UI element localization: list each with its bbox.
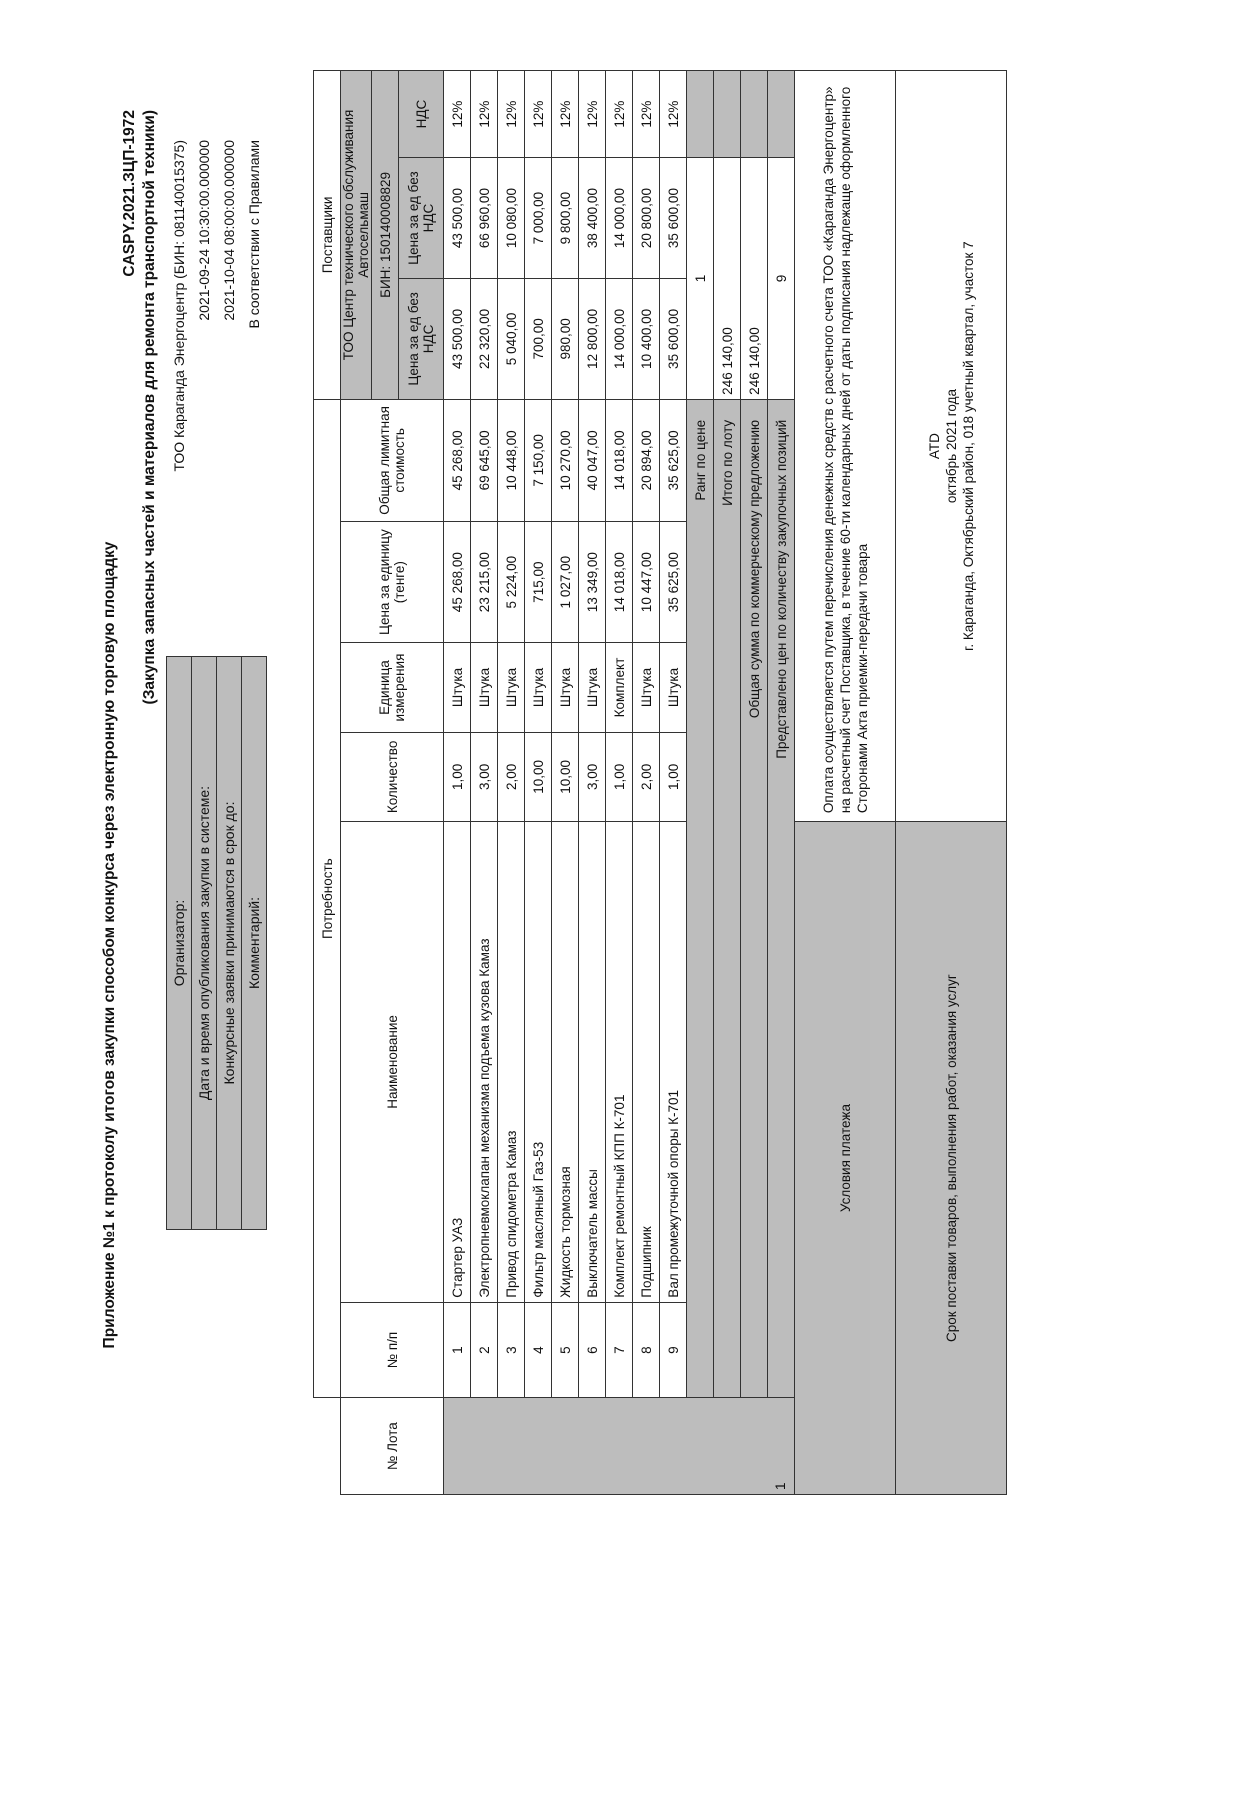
- group-need: Потребность: [314, 399, 341, 1398]
- supplier-name-row: [341, 71, 372, 1495]
- info-value: В соответствии с Правилами: [242, 134, 267, 657]
- col-vat-header: НДС: [399, 71, 444, 158]
- col-lot-header: № Лота: [341, 1398, 444, 1495]
- lots-table: [313, 70, 1007, 1495]
- col-num-header: № п/п: [341, 1302, 444, 1398]
- table-row: 3 Привод спидометра Камаз 2,00 Штука 5 224,00 10 448,00 5 040,00 10 080,00 12%: [498, 71, 525, 1495]
- table-row: 9 Вал промежуточной опоры К-701 1,00 Штука 35 625,00 35 625,00 35 600,00 35 600,00 12%: [660, 71, 687, 1495]
- summary-value: 9: [768, 158, 795, 400]
- doc-title-subject: (Закупка запасных частей и материалов для ремонта транспортной техники): [141, 110, 158, 705]
- col-s1-header: Цена за ед без НДС: [399, 278, 444, 399]
- summary-label: Общая сумма по коммерческому предложению: [741, 399, 768, 1398]
- info-row: [167, 134, 192, 1230]
- info-label: Конкурсные заявки принимаются в срок до:: [217, 657, 242, 1230]
- group-suppliers: Поставщики: [314, 71, 341, 400]
- delivery-period: октябрь 2021 года: [943, 389, 959, 504]
- supplier-name: ТОО Центр технического обслуживания Автосельмаш: [341, 71, 372, 400]
- info-row: [217, 134, 242, 1230]
- table-row: 2 Электропневмоклапан механизма подъема кузова Камаз 3,00 Штука 23 215,00 69 645,00 22 320,00 66 960,00 12%: [471, 71, 498, 1495]
- doc-title-code: CASPY.2021.ЗЦП-1972: [121, 110, 138, 277]
- table-row: 6 Выключатель массы 3,00 Штука 13 349,00 40 047,00 12 800,00 38 400,00 12%: [579, 71, 606, 1495]
- col-price-header: Цена за единицу (тенге): [341, 521, 444, 642]
- col-name-header: Наименование: [341, 822, 444, 1303]
- col-qty-header: Количество: [341, 732, 444, 822]
- info-label: Дата и время опубликования закупки в системе:: [192, 657, 217, 1230]
- info-label: Комментарий:: [242, 657, 267, 1230]
- summary-row: [714, 71, 741, 1495]
- table-row: 1 1 Стартер УАЗ 1,00 Штука 45 268,00 45 268,00 43 500,00 43 500,00 12%: [444, 71, 471, 1495]
- lot-number: 1: [444, 1398, 795, 1495]
- supplier-bin: БИН: 150140008829: [372, 71, 399, 400]
- info-table: [166, 134, 267, 1230]
- info-row: [192, 134, 217, 1230]
- delivery-row: [896, 71, 1007, 1495]
- delivery-incoterm: АТD: [926, 433, 942, 460]
- table-row: 8 Подшипник 2,00 Штука 10 447,00 20 894,00 10 400,00 20 800,00 12%: [633, 71, 660, 1495]
- table-row: 4 Фильтр масляный Газ-53 10,00 Штука 715,00 7 150,00 700,00 7 000,00 12%: [525, 71, 552, 1495]
- payment-terms-row: [795, 71, 896, 1495]
- col-total-header: Общая лимитная стоимость: [341, 399, 444, 521]
- payment-terms-label: Условия платежа: [795, 822, 896, 1495]
- rotated-content: [100, 70, 1060, 1650]
- table-row: 5 Жидкость тормозная 10,00 Штука 1 027,00 10 270,00 980,00 9 800,00 12%: [552, 71, 579, 1495]
- delivery-address: г. Караганда, Октябрьский район, 018 учетный квартал, участок 7: [960, 241, 976, 651]
- col-unit-header: Единица измерения: [341, 643, 444, 732]
- info-value: 2021-09-24 10:30:00.000000: [192, 134, 217, 657]
- summary-label: Представлено цен по количеству закупочных позиций: [768, 399, 795, 1398]
- summary-label: Итого по лоту: [714, 399, 741, 1398]
- summary-row: [768, 71, 795, 1495]
- doc-title-line1: Приложение №1 к протоколу итогов закупки способом конкурса через электронную торговую площадку: [101, 541, 118, 1349]
- summary-row: [741, 71, 768, 1495]
- summary-value: 1: [687, 158, 714, 400]
- delivery-text: [896, 71, 1007, 822]
- summary-label: Ранг по цене: [687, 399, 714, 1398]
- info-value: 2021-10-04 08:00:00.000000: [217, 134, 242, 657]
- group-header-row: [314, 71, 341, 1495]
- info-row: [242, 134, 267, 1230]
- info-value: ТОО Караганда Энергоцентр (БИН: 081140015375): [167, 134, 192, 657]
- col-s2-header: Цена за ед без НДС: [399, 158, 444, 279]
- info-label: Организатор:: [167, 657, 192, 1230]
- summary-value: 246 140,00: [714, 158, 741, 400]
- payment-terms-text: Оплата осуществляется путем перечисления денежных средств с расчетного счета ТОО «Караганда Энергоцентр» на расчетный счет Поставщика, в течение 60-ти календарных дней от даты подписания надлежаще оформленного Сторонами Акта приемки-передачи товара: [795, 71, 896, 822]
- summary-value: 246 140,00: [741, 158, 768, 400]
- table-row: 7 Комплект ремонтный КПП К-701 1,00 Комплект 14 018,00 14 018,00 14 000,00 14 000,00 12%: [606, 71, 633, 1495]
- delivery-label: Срок поставки товаров, выполнения работ, оказания услуг: [896, 822, 1007, 1495]
- summary-row: [687, 71, 714, 1495]
